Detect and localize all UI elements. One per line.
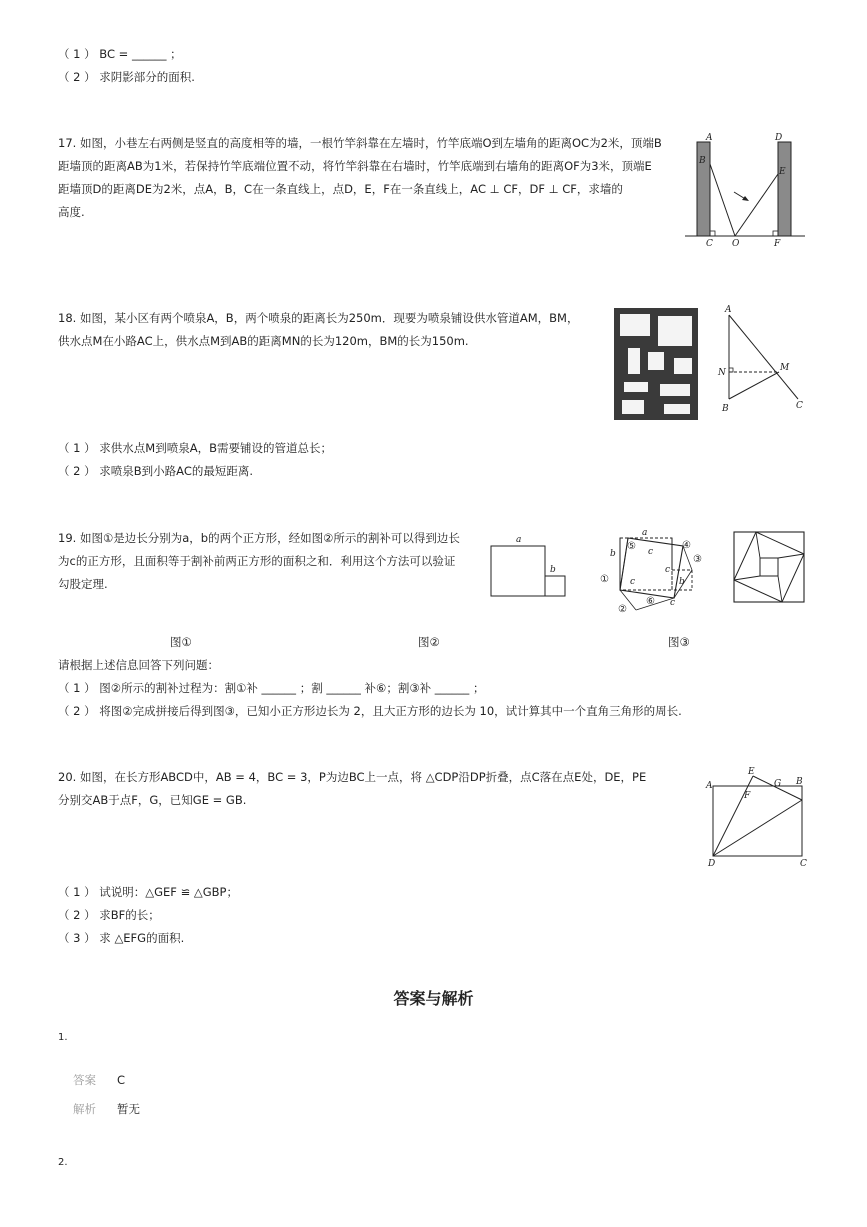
q20-part1: （ 1 ） 试说明：△GEF ≌ △GBP； (58, 885, 238, 899)
q17-figure (680, 130, 810, 252)
q18-figure (712, 300, 812, 415)
answer-1-row (73, 1072, 125, 1088)
analysis-value: 暂无 (117, 1102, 140, 1116)
q20-label-D: D (708, 859, 716, 869)
analysis-label: 解析 (73, 1102, 96, 1116)
fig2-label-5: ⑤ (627, 541, 636, 552)
answer-2-number: 2. (58, 1157, 68, 1168)
q19-line2: 为c的正方形，且面积等于割补前两正方形的面积之和．利用这个方法可以验证 (58, 554, 456, 568)
q19-line3: 勾股定理. (58, 577, 108, 591)
q18-label-B: B (722, 404, 729, 414)
q20-label-B: B (796, 777, 803, 787)
q20-label-E: E (748, 767, 755, 777)
q19-figure-3 (730, 528, 810, 606)
q18-label-N: N (718, 368, 726, 378)
q17-label-D: D (775, 133, 783, 143)
q20-label-G: G (774, 779, 782, 789)
fig2-label-a: a (642, 528, 648, 538)
fountain-photo (614, 308, 698, 420)
q18-part2: （ 2 ） 求喷泉B到小路AC的最短距离. (58, 464, 254, 478)
q17-line3: 距墙顶D的距离DE为2米，点A，B，C在一条直线上，点D，E，F在一条直线上，AC ⊥ CF，DF ⊥ CF，求墙的 (58, 182, 623, 196)
q18-label-M: M (780, 363, 790, 373)
answer-label: 答案 (73, 1073, 96, 1087)
q20-label-F: F (744, 791, 751, 801)
q17-line4: 高度. (58, 205, 85, 219)
q18-part1: （ 1 ） 求供水点M到喷泉A，B需要铺设的管道总长； (58, 441, 332, 455)
q16-part2: （ 2 ） 求阴影部分的面积. (58, 70, 195, 84)
fig2-label-c-bottom: c (670, 598, 676, 608)
q19-part2: （ 2 ） 将图②完成拼接后得到图③，已知小正方形边长为 2，且大正方形的边长为 10，试计算其中一个直角三角形的周长. (58, 704, 682, 718)
q18-line1: 18. 如图，某小区有两个喷泉A，B，两个喷泉的距离长为250m．现要为喷泉铺设供水管道AM，BM， (58, 311, 579, 325)
answers-title: 答案与解析 (393, 989, 474, 1008)
fig2-label-6: ⑥ (646, 596, 655, 607)
answer-value: C (117, 1073, 126, 1087)
answer-1-number: 1. (58, 1032, 68, 1043)
q19-part1: （ 1 ） 图②所示的割补过程为：割①补 ______ ；割 ______ 补⑥；割③补 ______ ； (58, 681, 485, 695)
q19-figure-2 (596, 526, 708, 618)
q20-label-C: C (800, 859, 807, 869)
q17-label-E: E (779, 167, 786, 177)
fig2-label-1: ① (600, 574, 609, 585)
q20-part2: （ 2 ） 求BF的长； (58, 908, 160, 922)
q19-line1: 19. 如图①是边长分别为a，b的两个正方形，经如图②所示的割补可以得到边长 (58, 531, 460, 545)
fig2-label-c-right: c (665, 565, 671, 575)
q19-figure-1 (488, 530, 570, 602)
q18-label-C: C (796, 401, 803, 411)
q17-line1: 17. 如图，小巷左右两侧是竖直的高度相等的墙，一根竹竿斜靠在左墙时，竹竿底端O到左墙角的距离OC为2米，顶端B (58, 136, 662, 150)
q17-label-F: F (774, 239, 781, 249)
fig2-label-b-left: b (610, 549, 616, 559)
fig1-label-a: a (516, 535, 522, 545)
q20-part3: （ 3 ） 求 △EFG的面积. (58, 931, 185, 945)
q18-label-A: A (725, 305, 732, 315)
fig2-label-4: ④ (682, 540, 691, 551)
fig3-caption: 图③ (668, 635, 690, 649)
q19-prompt: 请根据上述信息回答下列问题： (58, 658, 219, 672)
q17-label-A: A (706, 133, 713, 143)
q20-figure (704, 764, 814, 870)
q20-label-A: A (706, 781, 713, 791)
fig2-label-b-right: b (679, 577, 685, 587)
q17-label-C: C (706, 239, 713, 249)
q20-line1: 20. 如图，在长方形ABCD中，AB = 4，BC = 3，P为边BC上一点，将 △CDP沿DP折叠，点C落在点E处，DE，PE (58, 770, 647, 784)
fig1-label-b: b (550, 565, 556, 575)
q18-line2: 供水点M在小路AC上，供水点M到AB的距离MN的长为120m，BM的长为150m. (58, 334, 469, 348)
q17-line2: 距墙顶的距离AB为1米，若保持竹竿底端位置不动，将竹竿斜靠在右墙时，竹竿底端到右墙角的距离OF为3米，顶端E (58, 159, 652, 173)
fig2-label-c-left: c (630, 577, 636, 587)
fig2-label-3: ③ (693, 554, 702, 565)
q17-label-O: O (732, 239, 740, 249)
q16-part1: （ 1 ） BC = ______ ； (58, 47, 182, 61)
fig2-caption: 图② (418, 635, 440, 649)
fig2-label-c-top: c (648, 547, 654, 557)
q20-line2: 分别交AB于点F，G，已知GE = GB. (58, 793, 247, 807)
fig2-label-2: ② (618, 604, 627, 615)
fig1-caption: 图① (170, 635, 192, 649)
analysis-1-row (73, 1101, 140, 1117)
q17-label-B: B (699, 156, 706, 166)
